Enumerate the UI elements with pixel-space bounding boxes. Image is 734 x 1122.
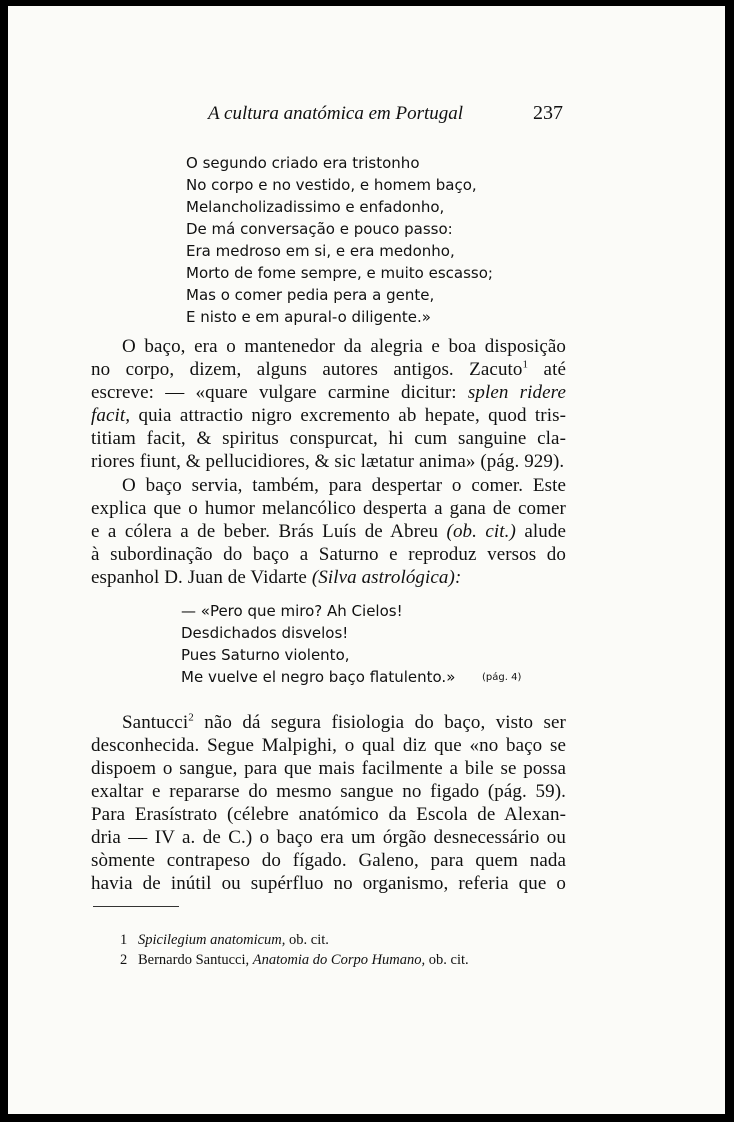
footnote-1: 1 Spicilegium anatomicum, ob. cit. (120, 932, 329, 948)
text-line: escreve: — «quare vulgare carmine dicitur: splen ridere (91, 382, 566, 403)
poem-line: Melancholizadissimo e enfadonho, (186, 198, 445, 216)
text-line: titiam facit, & spiritus conspurcat, hi cum sanguine cla- (91, 428, 566, 449)
poem-line: No corpo e no vestido, e homem baço, (186, 176, 477, 194)
text-line: espanhol D. Juan de Vidarte (Silva astrológica): (91, 567, 462, 588)
text-line: O baço servia, também, para despertar o comer. Este (122, 475, 566, 496)
footnote-ref: 2 (188, 711, 194, 724)
text-line: Para Erasístrato (célebre anatómico da Escola de Alexan- (91, 804, 566, 825)
text-line: Santucci$^2$ não dá segura fisiologia do baço, visto ser (122, 711, 566, 733)
text-line: e a cólera a de beber. Brás Luís de Abreu (ob. cit.) alude (91, 521, 566, 542)
page-number: 237 (533, 102, 563, 124)
text-line: O baço, era o mantenedor da alegria e boa disposição (122, 336, 566, 357)
text-line: havia de inútil ou supérfluo no organismo, referia que o (91, 873, 566, 894)
text-line: dria — IV a. de C.) o baço era um órgão desnecessário ou (91, 827, 566, 848)
poem-line: Desdichados disvelos! (181, 624, 349, 642)
poem-line: Era medroso em si, e era medonho, (186, 242, 455, 260)
footnote-2: 2 Bernardo Santucci, Anatomia do Corpo Humano, ob. cit. (120, 952, 469, 968)
running-header: A cultura anatómica em Portugal (208, 103, 464, 124)
poem-line: Me vuelve el negro baço flatulento.» (181, 668, 456, 686)
text-line: à subordinação do baço a Saturno e reproduz versos do (91, 544, 566, 565)
text-line: no corpo, dizem, alguns autores antigos. Zacuto$^1$ até (91, 358, 567, 380)
poem-line: O segundo criado era tristonho (186, 154, 420, 172)
poem-line: — «Pero que miro? Ah Cielos! (181, 602, 403, 620)
text-line: dispoem o sangue, para que mais facilmente a bile se possa (91, 758, 566, 779)
text-line: riores fiunt, & pellucidiores, & sic lætatur anima» (pág. 929). (91, 451, 565, 472)
footnote-divider (93, 906, 179, 907)
text-line: explica que o humor melancólico desperta a gana de comer (91, 498, 566, 519)
text-line: facit, quia attractio nigro excremento ab hepate, quod tris- (91, 405, 566, 426)
text-line: exaltar e repararse do mesmo sangue no figado (pág. 59). (91, 781, 566, 802)
footnote-ref: 1 (522, 358, 529, 371)
poem-line: De má conversação e pouco passo: (186, 220, 453, 238)
page-reference: (pág. 4) (482, 672, 522, 683)
poem-line: Mas o comer pedia pera a gente, (186, 286, 435, 304)
poem-line: E nisto e em apural-o diligente.» (186, 308, 431, 326)
poem-line: Pues Saturno violento, (181, 646, 350, 664)
text-line: sòmente contrapeso do fígado. Galeno, para quem nada (91, 850, 566, 871)
poem-line: Morto de fome sempre, e muito escasso; (186, 264, 493, 282)
book-page (8, 6, 725, 1114)
text-line: desconhecida. Segue Malpighi, o qual diz que «no baço se (91, 735, 566, 756)
